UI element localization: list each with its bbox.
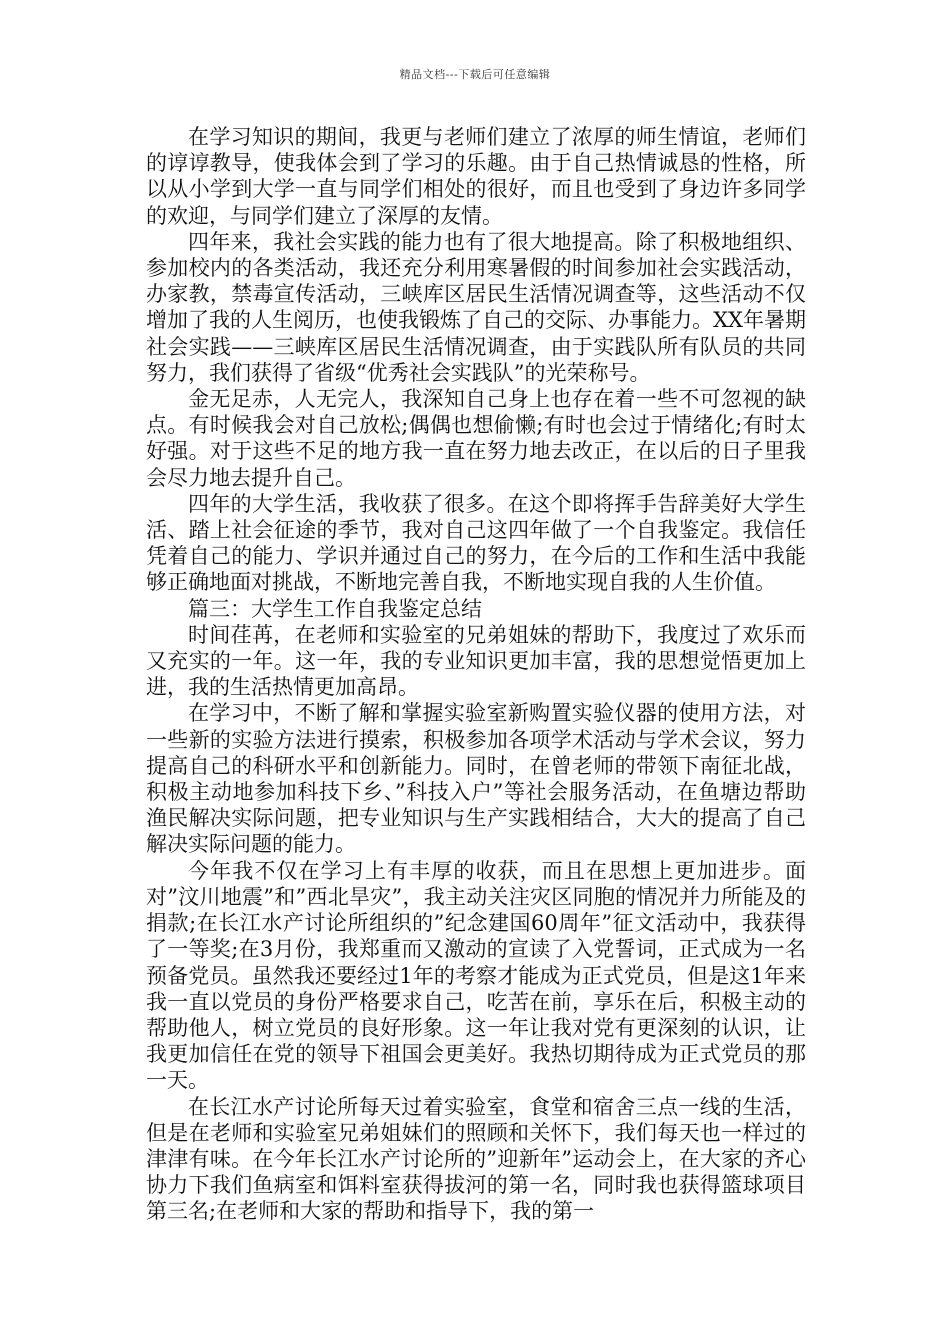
paragraph: 金无足赤，人无完人，我深知自己身上也存在着一些不可忽视的缺点。有时候我会对自己放松;偶偶也想偷懒;有时也会过于情绪化;有时太好强。对于这些不足的地方我一直在努力地去改正，在以后的日子里我会尽力地去提升自己。 xyxy=(146,387,806,490)
section-heading: 篇三：大学生工作自我鉴定总结 xyxy=(188,596,482,621)
paragraph: 在长江水产讨论所每天过着实验室，食堂和宿舍三点一线的生活，但是在老师和实验室兄弟姐妹们的照顾和关怀下，我们每天也一样过的津津有味。在今年长江水产讨论所的”迎新年”运动会上，在大家的齐心协力下我们鱼病室和饵料室获得拔河的第一名，同时我也获得篮球项目第三名;在老师和大家的帮助和指导下，我的第一 xyxy=(146,1094,806,1224)
document-body xyxy=(146,124,806,1225)
paragraph: 时间荏苒，在老师和实验室的兄弟姐妹的帮助下，我度过了欢乐而又充实的一年。这一年，我的专业知识更加丰富，我的思想觉悟更加上进，我的生活热情更加高昂。 xyxy=(146,622,806,700)
paragraph: 四年的大学生活，我收获了很多。在这个即将挥手告辞美好大学生活、踏上社会征途的季节，我对自己这四年做了一个自我鉴定。我信任凭着自己的能力、学识并通过自己的努力，在今后的工作和生活中我能够正确地面对挑战，不断地完善自我，不断地实现自我的人生价值。 xyxy=(146,491,806,595)
paragraph: 在学习中，不断了解和掌握实验室新购置实验仪器的使用方法，对一些新的实验方法进行摸索，积极参加各项学术活动与学术会议，努力提高自己的科研水平和创新能力。同时，在曾老师的带领下南征北战，积极主动地参加科技下乡、”科技入户”等社会服务活动，在鱼塘边帮助渔民解决实际问题，把专业知识与生产实践相结合，大大的提高了自己解决实际问题的能力。 xyxy=(146,701,806,857)
paragraph: 在学习知识的期间，我更与老师们建立了浓厚的师生情谊，老师们的谆谆教导，使我体会到了学习的乐趣。由于自己热情诚恳的性格，所以从小学到大学一直与同学们相处的很好，而且也受到了身边许多同学的欢迎，与同学们建立了深厚的友情。 xyxy=(146,125,806,228)
paragraph: 今年我不仅在学习上有丰厚的收获，而且在思想上更加进步。面对”汶川地震”和”西北旱灾”，我主动关注灾区同胞的情况并力所能及的捐款;在长江水产讨论所组织的”纪念建国60周年”征文活动中，我获得了一等奖;在3月份，我郑重而又激动的宣读了入党誓词，正式成为一名预备党员。虽然我还要经过1年的考察才能成为正式党员，但是这1年来我一直以党员的身份严格要求自己，吃苦在前，享乐在后，积极主动的帮助他人，树立党员的良好形象。这一年让我对党有更深刻的认识，让我更加信任在党的领导下祖国会更美好。我热切期待成为正式党员的那一天。 xyxy=(146,858,806,1093)
page-header: 精品文档---下载后可任意编辑 xyxy=(399,68,551,81)
paragraph: 四年来，我社会实践的能力也有了很大地提高。除了积极地组织、参加校内的各类活动，我还充分利用寒暑假的时间参加社会实践活动，办家教，禁毒宣传活动，三峡库区居民生活情况调查等，这些活动不仅增加了我的人生阅历，也使我锻炼了自己的交际、办事能力。XX年暑期社会实践——三峡库区居民生活情况调查，由于实践队所有队员的共同努力，我们获得了省级“优秀社会实践队”的光荣称号。 xyxy=(146,229,806,385)
